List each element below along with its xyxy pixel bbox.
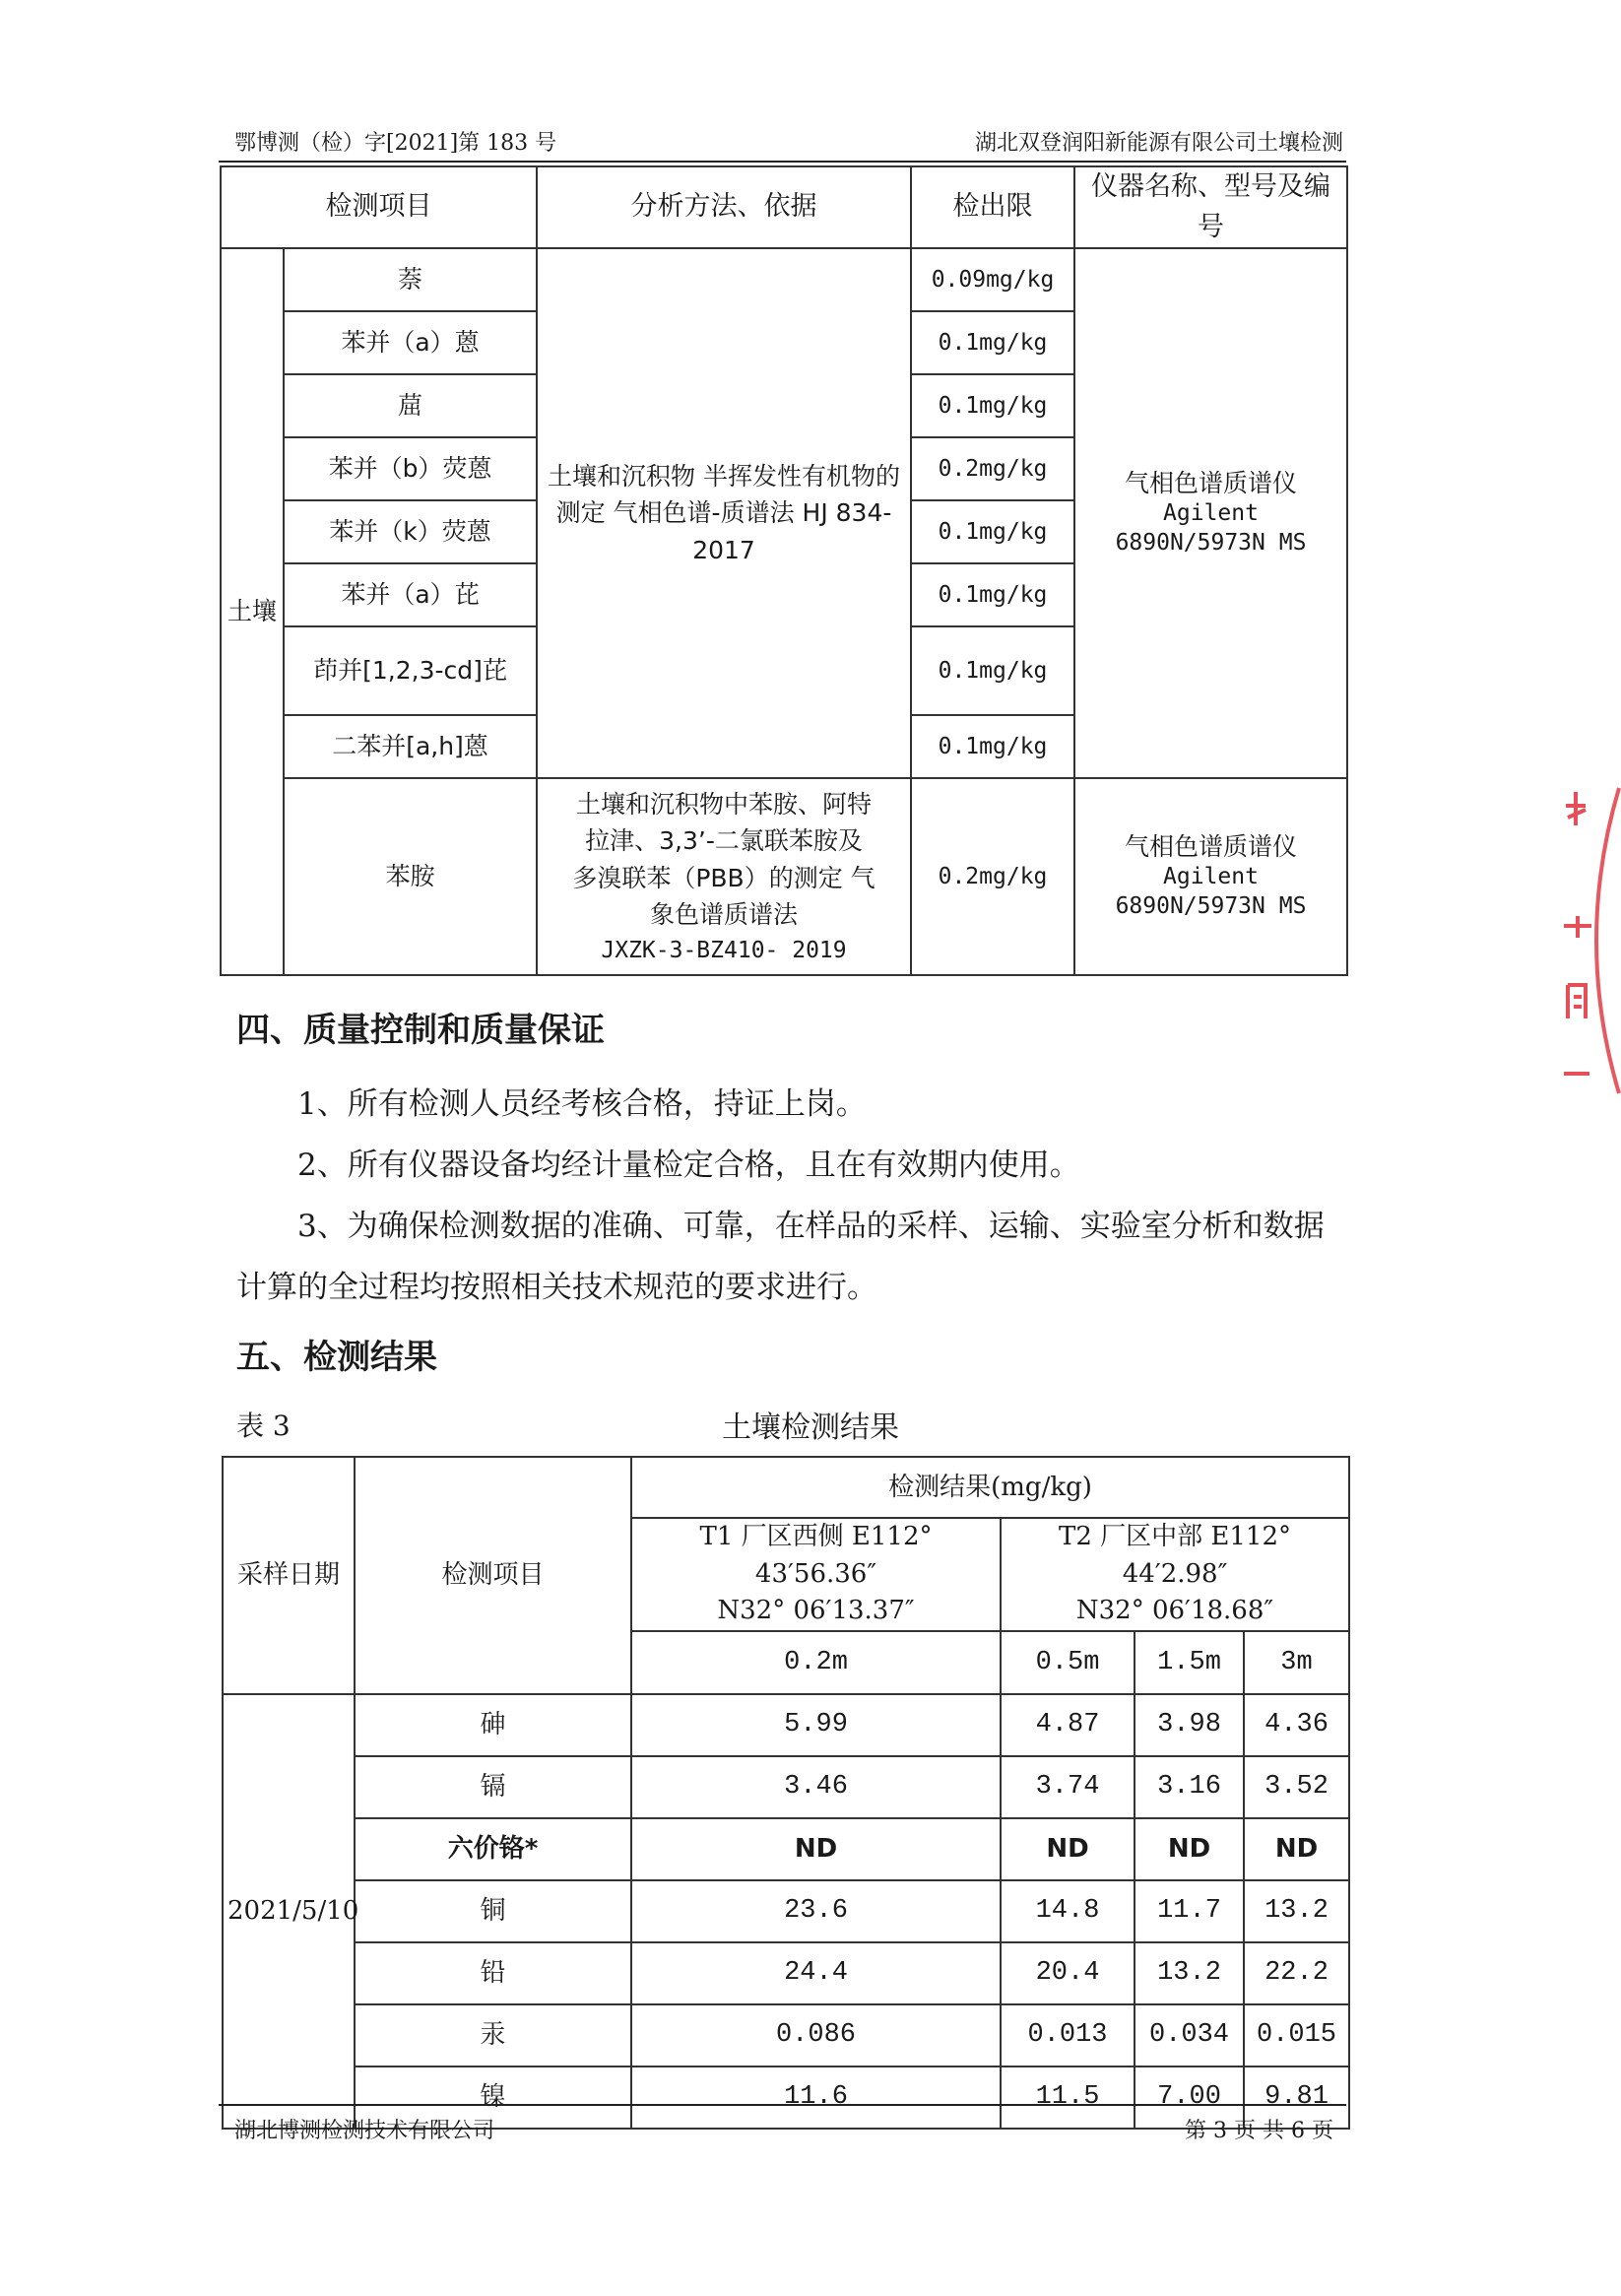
footer-divider: [219, 2104, 1346, 2106]
result-value: 4.36: [1244, 1694, 1349, 1756]
result-value: 3.16: [1135, 1756, 1244, 1818]
instrument-model: 6890N/5973N MS: [1115, 893, 1307, 920]
result-value: 20.4: [1001, 1942, 1135, 2004]
table-row: [223, 1818, 1349, 1880]
table-label: 表 3: [236, 1410, 291, 1442]
result-value: 11.7: [1135, 1880, 1244, 1942]
header-test-item: 检测项目: [355, 1457, 631, 1694]
category-cell: 土壤: [221, 248, 284, 975]
result-value: 3.98: [1135, 1694, 1244, 1756]
page-number: 第 3 页 共 6 页: [1185, 2119, 1333, 2143]
method-line: 拉津、3,3’-二氯联苯胺及: [585, 826, 863, 856]
test-item: 汞: [355, 2004, 631, 2066]
instrument-model: 6890N/5973N MS: [1115, 530, 1307, 557]
table-row: [221, 248, 1347, 311]
item-name: 苯并（a）芘: [284, 563, 537, 626]
result-value: 0.086: [631, 2004, 1001, 2066]
item-name: 苯并（b）荧蒽: [284, 437, 537, 500]
detection-limit: 0.09mg/kg: [911, 248, 1074, 311]
method-line: 象色谱质谱法: [649, 900, 798, 930]
result-value: ND: [1135, 1818, 1244, 1880]
item-name: 萘: [284, 248, 537, 311]
method-line: 多溴联苯（PBB）的测定 气: [572, 863, 875, 892]
detection-limit: 0.1mg/kg: [911, 374, 1074, 437]
depth-label: 0.2m: [631, 1631, 1001, 1694]
header-limit: 检出限: [911, 166, 1074, 248]
qc-item-1: 1、所有检测人员经考核合格，持证上岗。: [297, 1086, 867, 1122]
result-value: 0.034: [1135, 2004, 1244, 2066]
site-t1-header: [631, 1518, 1001, 1631]
site-t2-header: [1001, 1518, 1349, 1631]
result-value: ND: [1001, 1818, 1135, 1880]
official-seal-stamp: [1554, 778, 1621, 1103]
test-item: 铜: [355, 1880, 631, 1942]
item-name: 茚并[1,2,3-cd]芘: [284, 626, 537, 715]
result-value: 24.4: [631, 1942, 1001, 2004]
result-value: 3.52: [1244, 1756, 1349, 1818]
instrument-brand: Agilent: [1163, 864, 1259, 890]
instrument-cell: [1074, 248, 1347, 778]
table-row: [221, 778, 1347, 975]
test-item: 砷: [355, 1694, 631, 1756]
result-value: 7.00: [1135, 2066, 1244, 2129]
depth-label: 0.5m: [1001, 1631, 1135, 1694]
header-sampling-date: 采样日期: [223, 1457, 355, 1694]
test-item: 铅: [355, 1942, 631, 2004]
header-item: 检测项目: [221, 166, 537, 248]
header-method: 分析方法、依据: [537, 166, 911, 248]
header-divider: [219, 161, 1346, 163]
instrument-brand: Agilent: [1163, 500, 1259, 527]
site-coord: N32° 06′18.68″: [1075, 1596, 1274, 1626]
table-row: [223, 1942, 1349, 2004]
test-item: 镉: [355, 1756, 631, 1818]
detection-limit: 0.1mg/kg: [911, 500, 1074, 563]
instrument-name: 气相色谱质谱仪: [1124, 831, 1297, 861]
item-name: 二苯并[a,h]蒽: [284, 715, 537, 778]
section5-title: 五、检测结果: [236, 1338, 437, 1377]
site-name: T1 厂区西侧 E112° 43′56.36″: [699, 1522, 933, 1589]
report-title: 湖北双登润阳新能源有限公司土壤检测: [974, 131, 1343, 156]
table-row: [223, 1756, 1349, 1818]
header-result: 检测结果(mg/kg): [631, 1457, 1349, 1518]
instrument-cell: [1074, 778, 1347, 975]
soil-results-table: [222, 1456, 1350, 2130]
result-value: 3.46: [631, 1756, 1001, 1818]
detection-limit: 0.1mg/kg: [911, 563, 1074, 626]
item-name: 苯并（a）蒽: [284, 311, 537, 374]
result-value: 13.2: [1244, 1880, 1349, 1942]
site-name: T2 厂区中部 E112° 44′2.98″: [1058, 1522, 1292, 1589]
result-value: 3.74: [1001, 1756, 1135, 1818]
section4-title: 四、质量控制和质量保证: [236, 1011, 605, 1050]
table-header-row: [221, 166, 1347, 248]
result-value: ND: [1244, 1818, 1349, 1880]
header-instrument: 仪器名称、型号及编号: [1074, 166, 1347, 248]
qc-item-2: 2、所有仪器设备均经计量检定合格，且在有效期内使用。: [297, 1148, 1080, 1183]
instrument-name: 气相色谱质谱仪: [1124, 468, 1297, 497]
method-code: JXZK-3-BZ410- 2019: [601, 937, 847, 963]
detection-limit: 0.1mg/kg: [911, 715, 1074, 778]
test-item: 镍: [355, 2066, 631, 2129]
footer-company: 湖北博测检测技术有限公司: [234, 2119, 495, 2143]
result-value: 13.2: [1135, 1942, 1244, 2004]
result-value: 0.013: [1001, 2004, 1135, 2066]
detection-limit: 0.1mg/kg: [911, 311, 1074, 374]
result-value: 11.5: [1001, 2066, 1135, 2129]
qc-item-3: 3、为确保检测数据的准确、可靠，在样品的采样、运输、实验室分析和数据计算的全过程均按照相关技术规范的要求进行。: [236, 1209, 1325, 1305]
item-name: 苯并（k）荧蒽: [284, 500, 537, 563]
result-value: 5.99: [631, 1694, 1001, 1756]
result-value: 11.6: [631, 2066, 1001, 2129]
table-header-row: [223, 1457, 1349, 1518]
result-value: 9.81: [1244, 2066, 1349, 2129]
table-row: [223, 2004, 1349, 2066]
result-value: 23.6: [631, 1880, 1001, 1942]
test-item: 六价铬*: [355, 1818, 631, 1880]
result-value: 0.015: [1244, 2004, 1349, 2066]
item-name: 䓛: [284, 374, 537, 437]
item-name: 苯胺: [284, 778, 537, 975]
method-cell: 土壤和沉积物 半挥发性有机物的测定 气相色谱-质谱法 HJ 834-2017: [537, 248, 911, 778]
result-value: 22.2: [1244, 1942, 1349, 2004]
method-line: 土壤和沉积物中苯胺、阿特: [575, 789, 872, 819]
detection-limit: 0.2mg/kg: [911, 437, 1074, 500]
detection-limit: 0.1mg/kg: [911, 626, 1074, 715]
result-value: 4.87: [1001, 1694, 1135, 1756]
result-value: 14.8: [1001, 1880, 1135, 1942]
site-coord: N32° 06′13.37″: [717, 1596, 915, 1626]
table-caption: 土壤检测结果: [722, 1410, 899, 1445]
table-row: [223, 1694, 1349, 1756]
document-number: 鄂博测（检）字[2021]第 183 号: [234, 131, 557, 156]
depth-label: 1.5m: [1135, 1631, 1244, 1694]
sampling-date: 2021/5/10: [223, 1694, 355, 2129]
depth-label: 3m: [1244, 1631, 1349, 1694]
table-row: [223, 1880, 1349, 1942]
method-cell: [537, 778, 911, 975]
detection-methods-table: [220, 165, 1348, 976]
detection-limit: 0.2mg/kg: [911, 778, 1074, 975]
result-value: ND: [631, 1818, 1001, 1880]
